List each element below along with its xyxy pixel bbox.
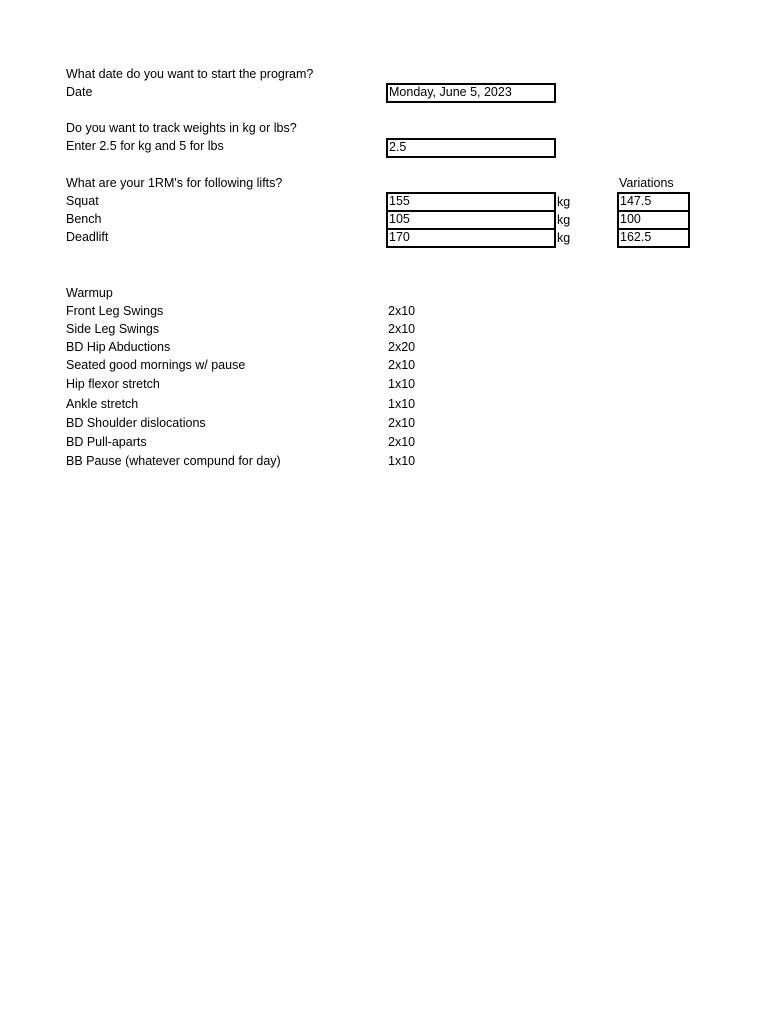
units-input[interactable]: 2.5 [386,138,556,158]
warmup-item-name: BD Shoulder dislocations [66,416,206,430]
lift-unit-bench: kg [557,213,571,227]
warmup-item-name: Seated good mornings w/ pause [66,358,246,372]
date-label: Date [66,85,93,99]
warmup-item-name: BB Pause (whatever compund for day) [66,454,281,468]
lift-1rm-input-bench[interactable]: 105 [386,210,556,230]
warmup-item-name: Ankle stretch [66,397,139,411]
warmup-heading: Warmup [66,286,113,300]
units-label: Enter 2.5 for kg and 5 for lbs [66,139,224,153]
warmup-item-name: BD Hip Abductions [66,340,171,354]
lift-variation-squat: 147.5 [617,192,690,212]
warmup-item-sets: 1x10 [388,377,416,391]
lift-unit-squat: kg [557,195,571,209]
lift-unit-deadlift: kg [557,231,571,245]
warmup-item-name: Front Leg Swings [66,304,164,318]
warmup-item-sets: 2x10 [388,304,416,318]
warmup-item-sets: 2x20 [388,340,416,354]
warmup-item-name: Side Leg Swings [66,322,160,336]
warmup-item-sets: 1x10 [388,397,416,411]
start-date-question: What date do you want to start the program? [66,67,314,81]
warmup-item-sets: 2x10 [388,435,416,449]
warmup-item-sets: 2x10 [388,322,416,336]
lift-variation-deadlift: 162.5 [617,228,690,248]
start-date-input[interactable]: Monday, June 5, 2023 [386,83,556,103]
warmup-item-sets: 2x10 [388,358,416,372]
lift-variation-bench: 100 [617,210,690,230]
units-question: Do you want to track weights in kg or lbs? [66,121,297,135]
lift-1rm-input-deadlift[interactable]: 170 [386,228,556,248]
variations-header: Variations [619,176,674,190]
one-rm-question: What are your 1RM's for following lifts? [66,176,283,190]
warmup-item-sets: 1x10 [388,454,416,468]
warmup-item-name: BD Pull-aparts [66,435,147,449]
warmup-item-name: Hip flexor stretch [66,377,160,391]
lift-name-deadlift: Deadlift [66,230,109,244]
lift-name-squat: Squat [66,194,99,208]
lift-1rm-input-squat[interactable]: 155 [386,192,556,212]
warmup-item-sets: 2x10 [388,416,416,430]
lift-name-bench: Bench [66,212,102,226]
